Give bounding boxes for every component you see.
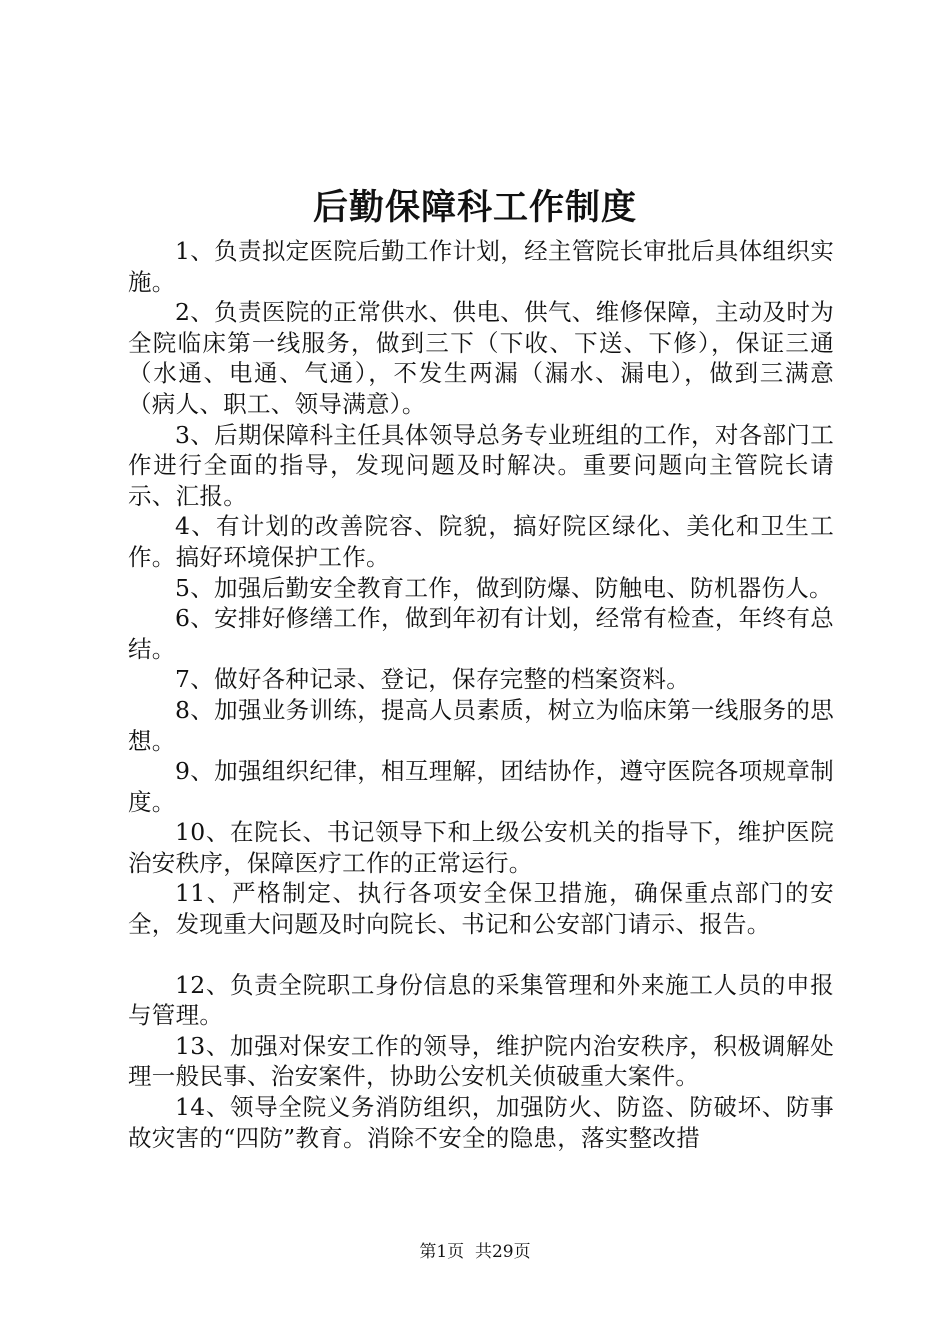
paragraph-9: 9、加强组织纪律，相互理解，团结协作，遵守医院各项规章制度。 [128,757,834,816]
page-number-label: 第1页 共29页 [419,1242,531,1262]
paragraph-14: 14、领导全院义务消防组织，加强防火、防盗、防破坏、防事故灾害的“四防”教育。消除不安全的隐患，落实整改措 [128,1093,834,1152]
paragraph-5: 5、加强后勤安全教育工作，做到防爆、防触电、防机器伤人。 [175,573,833,602]
paragraph-spacer [128,940,834,970]
paragraph-1: 1、负责拟定医院后勤工作计划，经主管院长审批后具体组织实施。 [128,237,834,296]
paragraph-7: 7、做好各种记录、登记，保存完整的档案资料。 [175,665,691,694]
paragraph-13: 13、加强对保安工作的领导，维护院内治安秩序，积极调解处理一般民事、治安案件，协助公安机关侦破重大案件。 [128,1031,834,1091]
paragraph-4: 4、有计划的改善院容、院貌，搞好院区绿化、美化和卫生工作。搞好环境保护工作。 [128,512,834,571]
paragraph-12: 12、负责全院职工身份信息的采集管理和外来施工人员的申报与管理。 [128,970,834,1030]
document-title: 后勤保障科工作制度 [312,187,637,228]
paragraph-3: 3、后期保障科主任具体领导总务专业班组的工作，对各部门工作进行全面的指导，发现问题及时解决。重要问题向主管院长请示、汇报。 [128,420,834,510]
paragraph-2: 2、负责医院的正常供水、供电、供气、维修保障，主动及时为全院临床第一线服务，做到三下（下收、下送、下修），保证三通（水通、电通、气通），不发生两漏（漏水、漏电），做到三满意（病人、职工、领导满意）。 [128,298,834,418]
paragraph-8: 8、加强业务训练，提高人员素质，树立为临床第一线服务的思想。 [128,695,834,755]
paragraph-6: 6、安排好修缮工作，做到年初有计划，经常有检查，年终有总结。 [128,604,834,663]
paragraph-11: 11、严格制定、执行各项安全保卫措施，确保重点部门的安全，发现重大问题及时向院长、书记和公安部门请示、报告。 [128,879,834,939]
paragraph-10: 10、在院长、书记领导下和上级公安机关的指导下，维护医院治安秩序，保障医疗工作的正常运行。 [128,818,834,877]
document-body [128,236,834,1153]
page-footer [0,1240,950,1264]
